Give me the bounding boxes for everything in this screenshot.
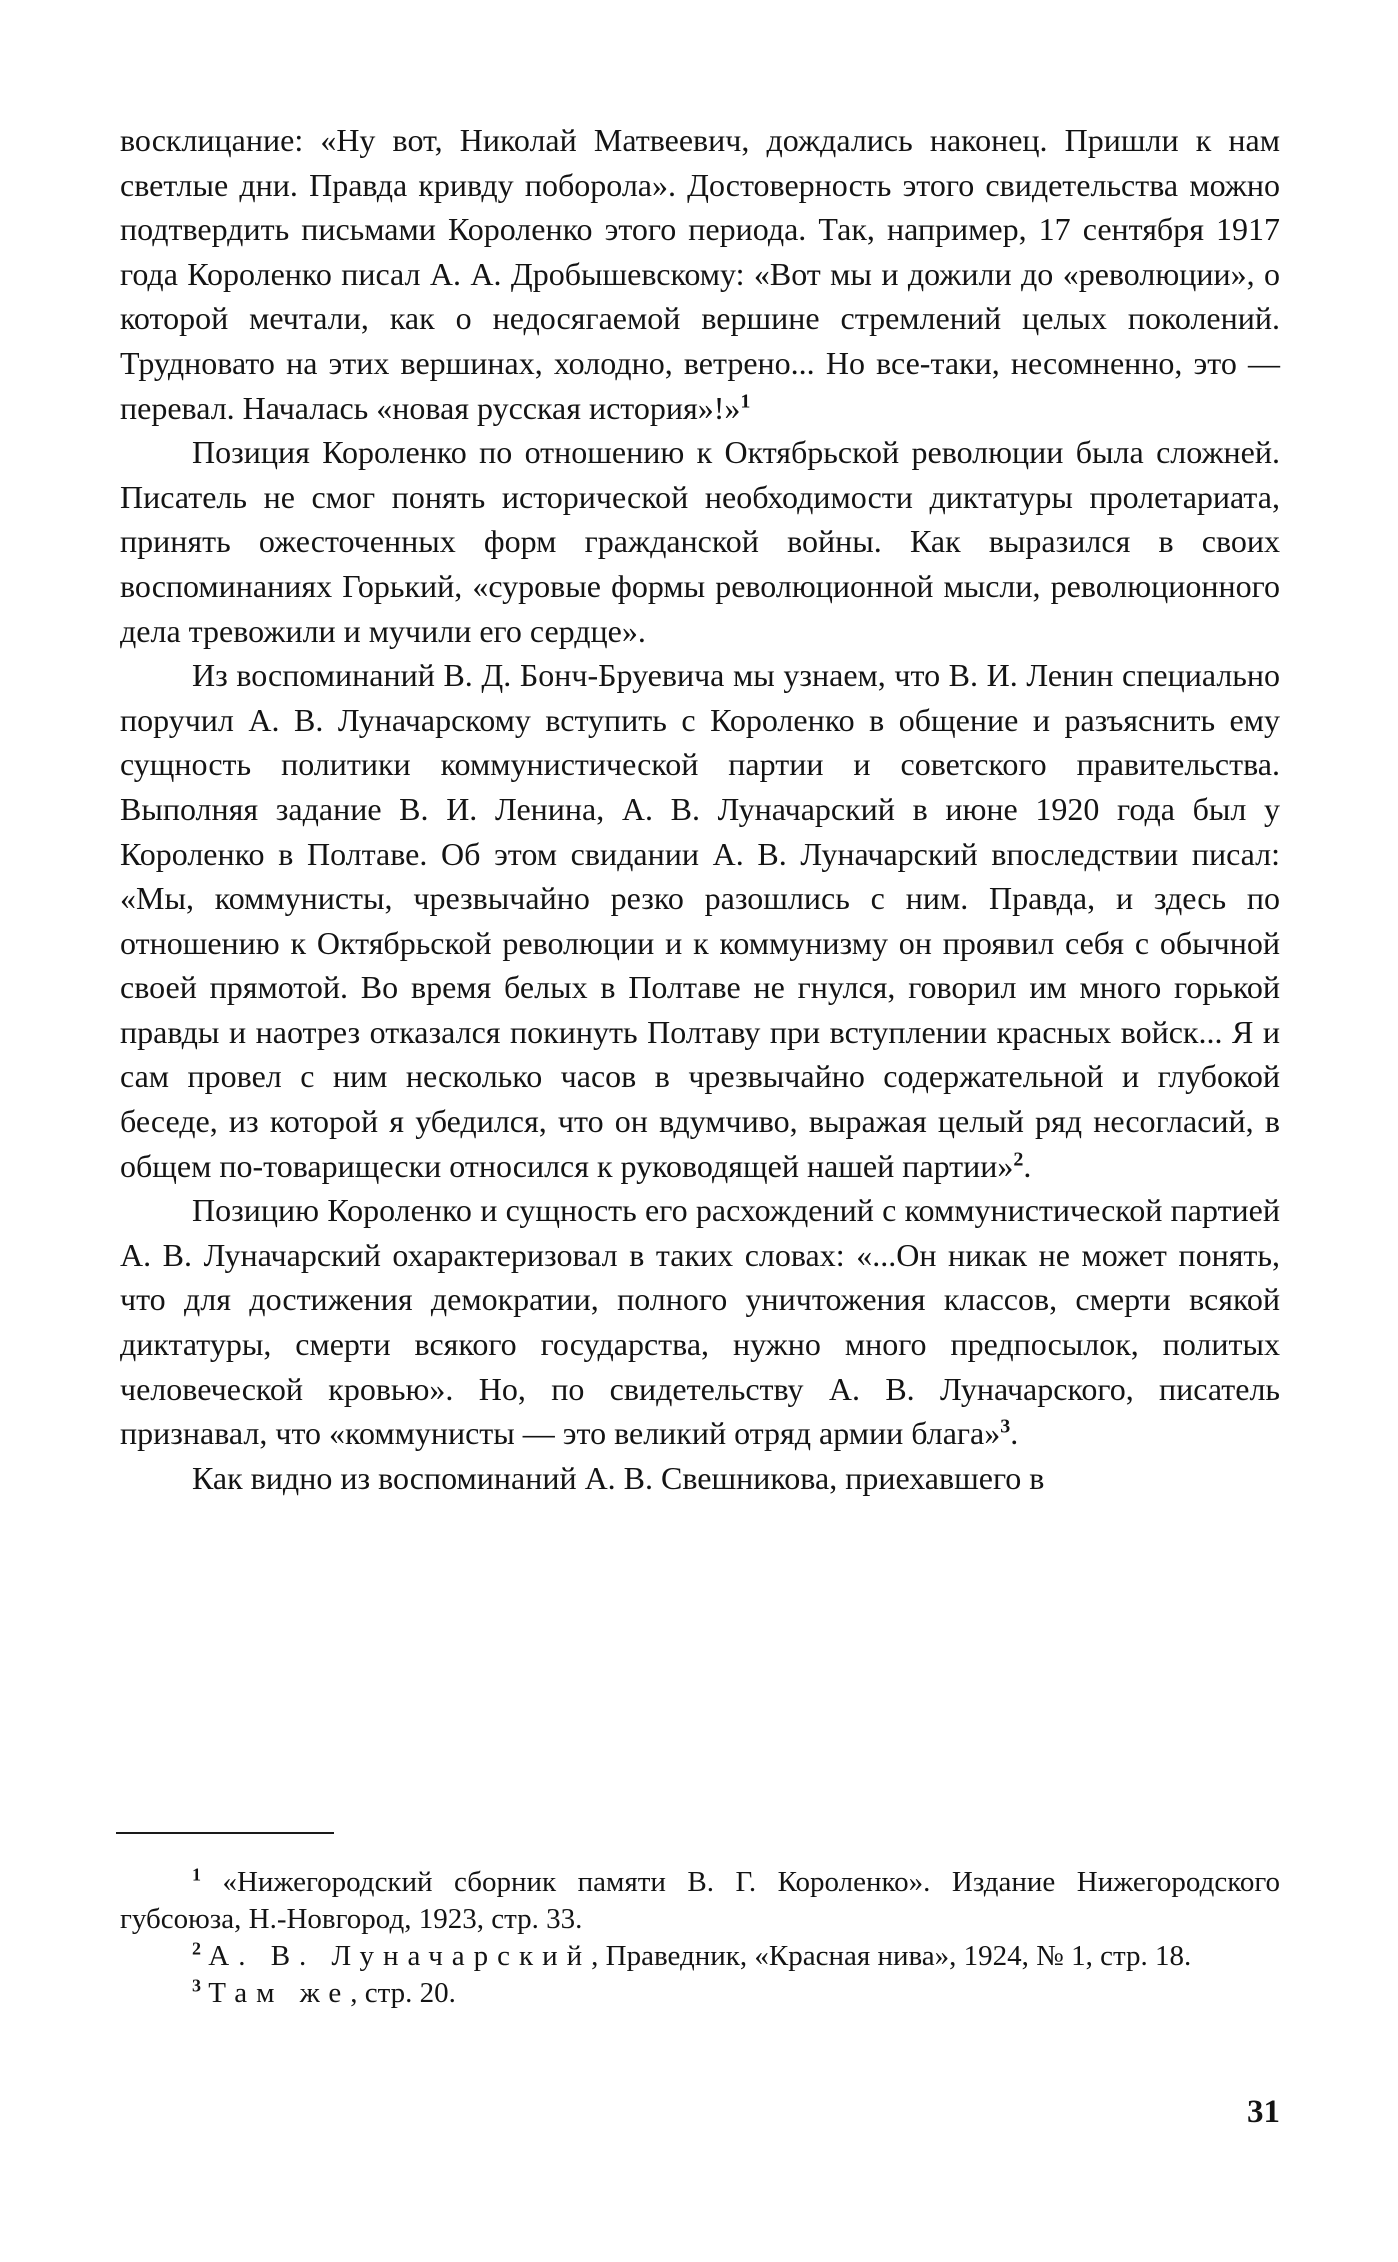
footnote-1 [120,1864,1280,1938]
footnote-number: 2 [192,1938,201,1959]
paragraph-text: Как видно из воспоминаний А. В. Свешникова, приехавшего в [192,1459,1045,1496]
main-text [120,118,1280,1500]
paragraph-3 [120,653,1280,1188]
footnote-divider [116,1832,334,1834]
footnote-text: «Нижегородский сборник памяти В. Г. Короленко». Издание Нижегородского губсоюза, Н.-Новгород, 1923, стр. 33. [120,1866,1281,1935]
paragraph-text: Позиция Короленко по отношению к Октябрьской революции была сложней. Писатель не смог понять исторической необходимости диктатуры пролетариата, принять ожесточенных форм гражданской войны. Как выразился в своих воспоминаниях Горький, «суровые формы революционной мысли, революционного дела тревожили и мучили его сердце». [120,434,1280,649]
paragraph-tail: . [1010,1415,1019,1452]
paragraph-text: Из воспоминаний В. Д. Бонч-Бруевича мы узнаем, что В. И. Ленин специально поручил А. В. Луначарскому вступить с Короленко в общение и разъяснить ему сущность политики коммунистической партии и советского правительства. Выполняя задание В. И. Ленина, А. В. Луначарский в июне 1920 года был у Короленко в Полтаве. Об этом свидании А. В. Луначарский впоследствии писал: «Мы, коммунисты, чрезвычайно резко разошлись с ним. Правда, и здесь по отношению к Октябрьской революции и к коммунизму он проявил себя с обычной своей прямотой. Во время белых в Полтаве не гнулся, говорил им много горькой правды и наотрез отказался покинуть Полтаву при вступлении красных войск... Я и сам провел с ним несколько часов в чрезвычайно содержательной и глубокой беседе, из которой я убедился, что он вдумчиво, выражая целый ряд несогласий, в общем по-товарищески относился к руководящей нашей партии» [120,657,1280,1184]
footnote-number: 3 [192,1975,201,1996]
paragraph-1 [120,118,1280,430]
footnote-text: , Праведник, «Красная нива», 1924, № 1, стр. 18. [591,1940,1192,1972]
footnote-3 [120,1975,1280,2012]
footnote-ref-1[interactable]: 1 [740,389,751,412]
page-number: 31 [1247,2094,1280,2130]
paragraph-tail: . [1023,1147,1032,1184]
paragraph-2 [120,430,1280,653]
footnote-ref-3[interactable]: 3 [1000,1415,1011,1438]
footnote-ref-2[interactable]: 2 [1013,1148,1024,1170]
paragraph-5 [120,1456,1280,1501]
paragraph-text: Позицию Короленко и сущность его расхождений с коммунистической партией А. В. Луначарский охарактеризовал в таких словах: «...Он никак не может понять, что для достижения демократии, полного уничтожения классов, смерти всякой диктатуры, смерти всякого государства, нужно много предпосылок, политых человеческой кровью». Но, по свидетельству А. В. Луначарского, писатель признавал, что «коммунисты — это великий отряд армии блага» [120,1192,1280,1452]
footnote-author: Там же [208,1977,351,2009]
footnote-number: 1 [192,1864,201,1885]
paragraph-4 [120,1188,1280,1456]
footnotes [120,1864,1280,2012]
footnote-text: , стр. 20. [350,1977,456,2009]
footnote-author: А. В. Луначарский [208,1940,592,1972]
paragraph-text: восклицание: «Ну вот, Николай Матвеевич, дождались наконец. Пришли к нам светлые дни. Правда кривду поборола». Достоверность этого свидетельства можно подтвердить письмами Короленко этого периода. Так, например, 17 сентября 1917 года Короленко писал А. А. Дробышевскому: «Вот мы и дожили до «революции», о которой мечтали, как о недосягаемой вершине стремлений целых поколений. Трудновато на этих вершинах, холодно, ветрено... Но все-таки, несомненно, это — перевал. Началась «новая русская история»!» [120,122,1280,426]
footnote-2 [120,1938,1280,1975]
